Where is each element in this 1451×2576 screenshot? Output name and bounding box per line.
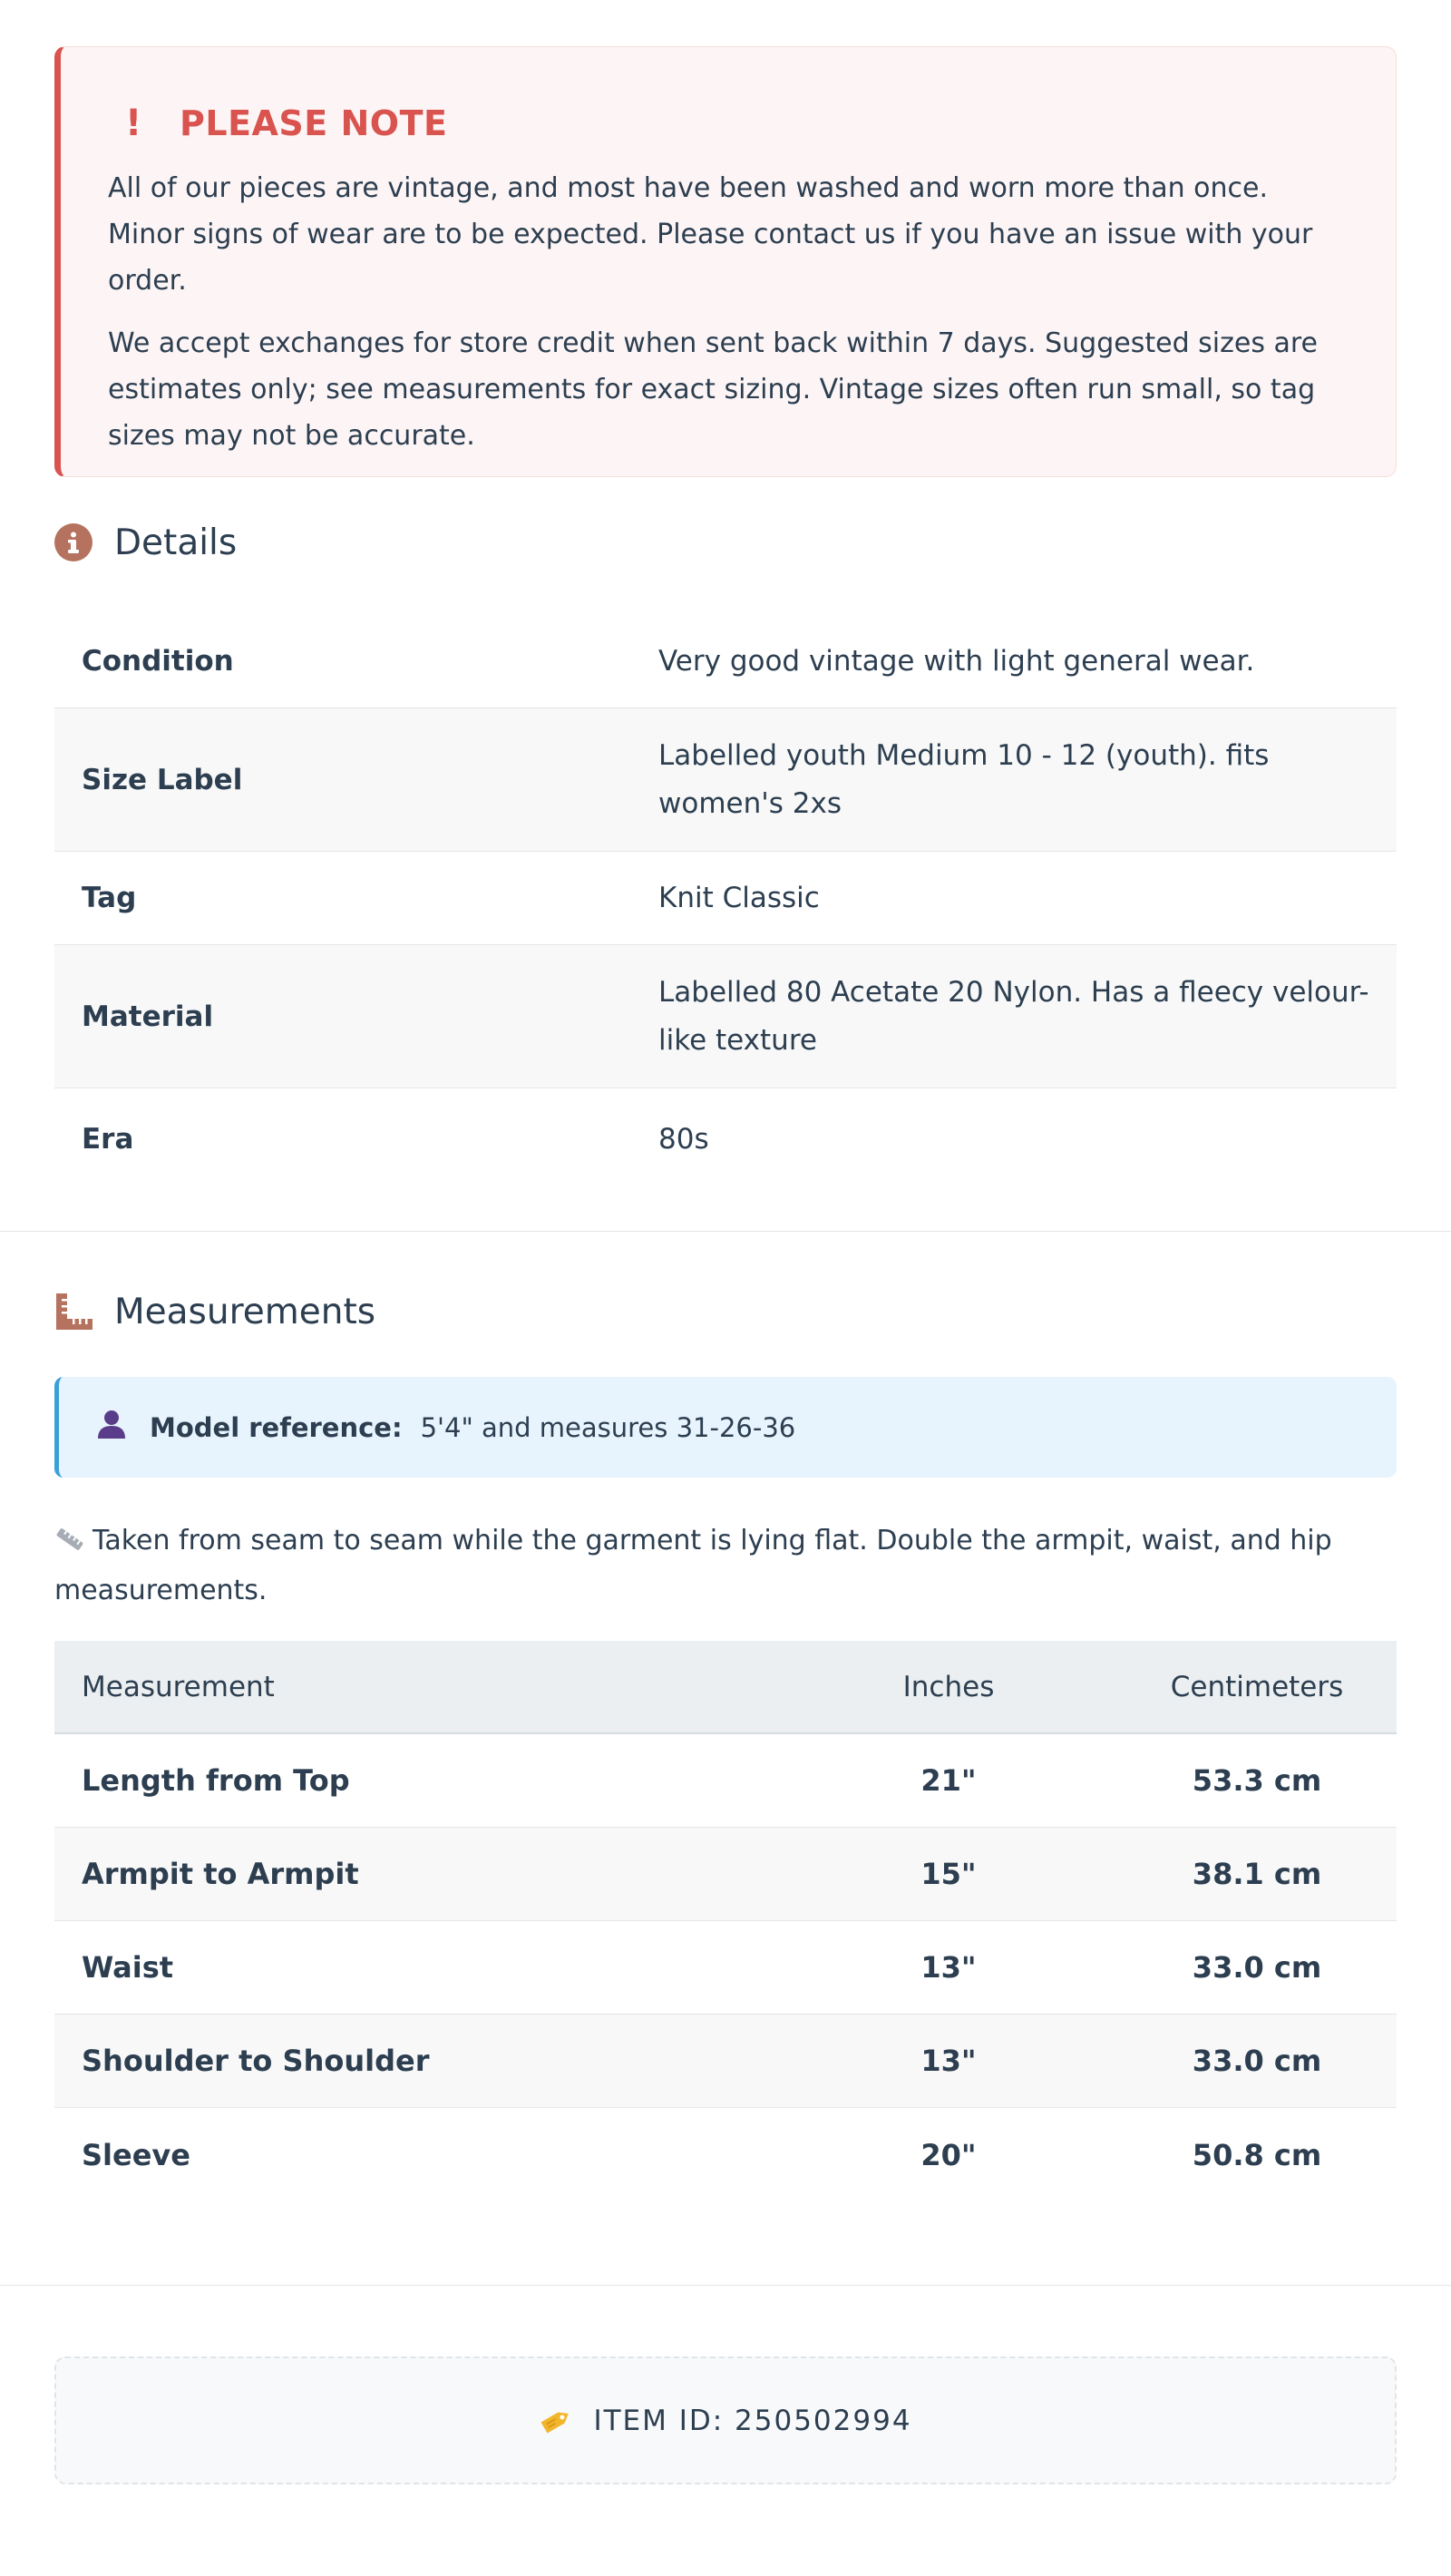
measurement-inches: 21" xyxy=(920,1763,977,1798)
measurement-cm: 53.3 cm xyxy=(1192,1763,1322,1798)
measurement-cm: 50.8 cm xyxy=(1192,2137,1322,2172)
table-row xyxy=(54,2108,1397,2201)
column-header: Centimeters xyxy=(1170,1670,1344,1703)
model-reference-value: 5'4" and measures 31-26-36 xyxy=(420,1411,796,1443)
measurements-table xyxy=(54,1641,1397,2201)
measurement-name: Shoulder to Shoulder xyxy=(82,2044,430,2078)
exclamation-icon: ! xyxy=(125,102,142,144)
item-id-box xyxy=(54,2356,1397,2484)
measurement-hint xyxy=(54,1517,1397,1614)
table-row xyxy=(54,708,1397,852)
note-header xyxy=(108,96,1350,151)
measurement-cm: 38.1 cm xyxy=(1192,1857,1322,1891)
table-row xyxy=(54,615,1397,708)
measurement-name: Waist xyxy=(82,1950,174,1985)
table-row xyxy=(54,945,1397,1088)
table-row xyxy=(54,1734,1397,1828)
detail-label: Size Label xyxy=(82,763,243,796)
detail-value: Very good vintage with light general wear. xyxy=(658,644,1255,678)
note-title: PLEASE NOTE xyxy=(180,103,448,143)
measurement-inches: 13" xyxy=(920,2044,977,2078)
please-note-box xyxy=(54,46,1397,477)
detail-label: Condition xyxy=(82,645,234,678)
measurement-name: Sleeve xyxy=(82,2137,190,2172)
table-row xyxy=(54,2015,1397,2108)
measurement-inches: 13" xyxy=(920,1950,977,1985)
details-title: Details xyxy=(114,522,238,563)
ruler-pencil-icon xyxy=(54,1521,85,1567)
column-header: Measurement xyxy=(82,1670,275,1703)
measurement-name: Armpit to Armpit xyxy=(82,1857,359,1891)
table-row xyxy=(54,1088,1397,1190)
ruler-icon xyxy=(54,1292,114,1332)
detail-label: Era xyxy=(82,1123,134,1156)
model-reference-box xyxy=(54,1377,1397,1478)
detail-label: Tag xyxy=(82,882,137,914)
measurements-heading xyxy=(54,1284,1397,1339)
measurement-hint-text: Taken from seam to seam while the garment is lying flat. Double the armpit, waist, and hip measurements. xyxy=(54,1525,1332,1606)
model-reference-label: Model reference: xyxy=(150,1411,403,1443)
table-row xyxy=(54,1921,1397,2015)
measurement-cm: 33.0 cm xyxy=(1192,2044,1322,2078)
detail-value: 80s xyxy=(658,1122,709,1156)
detail-value: Knit Classic xyxy=(658,881,820,914)
detail-label: Material xyxy=(82,1000,214,1033)
person-icon xyxy=(95,1408,128,1447)
column-header: Inches xyxy=(902,1670,995,1703)
measurement-cm: 33.0 cm xyxy=(1192,1950,1322,1985)
price-tag-icon xyxy=(539,2405,573,2436)
table-row xyxy=(54,852,1397,945)
measurements-title: Measurements xyxy=(114,1291,376,1332)
measurement-inches: 20" xyxy=(920,2137,977,2172)
table-header xyxy=(54,1641,1397,1734)
details-table xyxy=(54,615,1397,1190)
section-divider xyxy=(0,2285,1451,2286)
details-heading xyxy=(54,515,1397,570)
detail-value: Labelled 80 Acetate 20 Nylon. Has a fleecy velour-like texture xyxy=(658,975,1369,1057)
table-row xyxy=(54,1828,1397,1921)
note-paragraph: All of our pieces are vintage, and most have been washed and worn more than once. Minor signs of wear are to be expected. Please contact us if you have an issue with your order. xyxy=(108,172,1313,297)
item-id: ITEM ID: 250502994 xyxy=(593,2404,912,2437)
note-paragraph: We accept exchanges for store credit when sent back within 7 days. Suggested sizes are estimates only; see measurements for exact sizing. Vintage sizes often run small, so tag sizes may not be accurate. xyxy=(108,327,1319,452)
measurement-inches: 15" xyxy=(920,1857,977,1891)
info-circle-icon xyxy=(54,523,114,561)
measurement-name: Length from Top xyxy=(82,1763,350,1798)
detail-value: Labelled youth Medium 10 - 12 (youth). fits women's 2xs xyxy=(658,738,1270,820)
